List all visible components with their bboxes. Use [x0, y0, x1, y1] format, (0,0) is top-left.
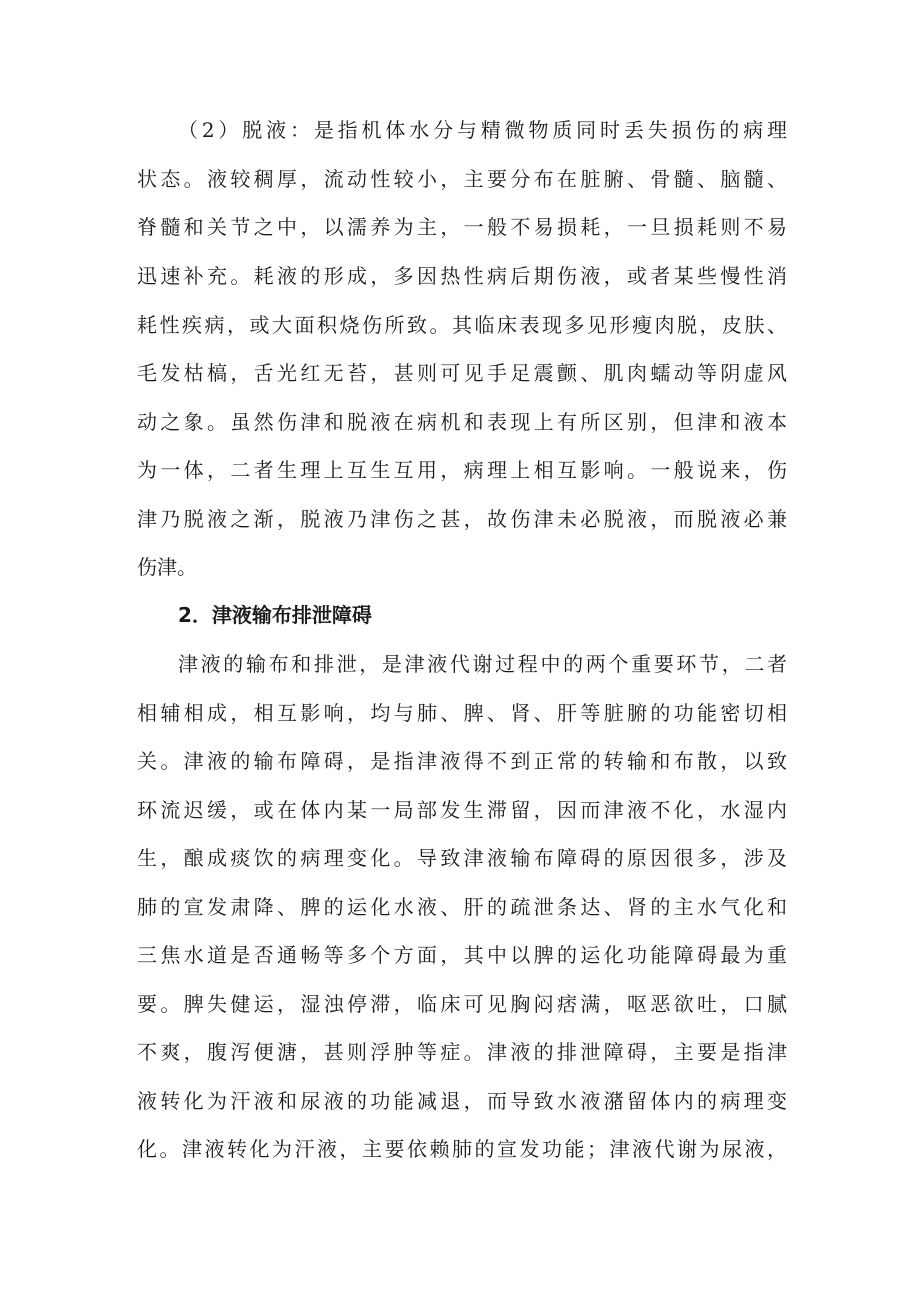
paragraph-2-line-1: 津液的输布和排泄，是津液代谢过程中的两个重要环节，二者 [178, 652, 787, 676]
paragraph-1-line-6: 毛发枯槁，舌光红无苔，甚则可见手足震颤、肌肉蠕动等阴虚风 [137, 361, 787, 385]
paragraph-1-line-3: 脊髓和关节之中，以濡养为主，一般不易损耗，一旦损耗则不易 [137, 215, 787, 239]
paragraph-2-line-10: 液转化为汗液和尿液的功能减退，而导致水液潴留体内的病理变 [137, 1089, 787, 1113]
paragraph-2-line-7: 三焦水道是否通畅等多个方面，其中以脾的运化功能障碍最为重 [137, 943, 787, 967]
paragraph-1-line-2: 状态。液较稠厚，流动性较小，主要分布在脏腑、骨髓、脑髓、 [137, 167, 787, 191]
paragraph-2-line-5: 生，酿成痰饮的病理变化。导致津液输布障碍的原因很多，涉及 [137, 846, 787, 870]
paragraph-1-line-1: （2）脱液：是指机体水分与精微物质同时丢失损伤的病理 [178, 118, 787, 142]
paragraph-1-line-5: 耗性疾病，或大面积烧伤所致。其临床表现多见形瘦肉脱，皮肤、 [137, 313, 787, 337]
paragraph-1-line-9: 津乃脱液之渐，脱液乃津伤之甚，故伤津未必脱液，而脱液必兼 [137, 507, 787, 531]
paragraph-2-line-11: 化。津液转化为汗液，主要依赖肺的宣发功能；津液代谢为尿液， [137, 1137, 787, 1161]
paragraph-2-line-2: 相辅相成，相互影响，均与肺、脾、肾、肝等脏腑的功能密切相 [137, 701, 787, 725]
paragraph-2-line-6: 肺的宣发肃降、脾的运化水液、肝的疏泄条达、肾的主水气化和 [137, 895, 787, 919]
paragraph-2-line-8: 要。脾失健运，湿浊停滞，临床可见胸闷痞满，呕恶欲吐，口腻 [137, 992, 787, 1016]
paragraph-1-line-7: 动之象。虽然伤津和脱液在病机和表现上有所区别，但津和液本 [137, 410, 787, 434]
paragraph-2-line-3: 关。津液的输布障碍，是指津液得不到正常的转输和布散，以致 [137, 749, 787, 773]
paragraph-1-line-10: 伤津。 [137, 555, 197, 579]
section-heading: 2．津液输布排泄障碍 [178, 603, 372, 627]
paragraph-2-line-9: 不爽，腹泻便溏，甚则浮肿等症。津液的排泄障碍，主要是指津 [137, 1040, 787, 1064]
paragraph-2-line-4: 环流迟缓，或在体内某一局部发生滞留，因而津液不化，水湿内 [137, 798, 787, 822]
paragraph-1-line-4: 迅速补充。耗液的形成，多因热性病后期伤液，或者某些慢性消 [137, 264, 787, 288]
paragraph-1-line-8: 为一体，二者生理上互生互用，病理上相互影响。一般说来，伤 [137, 458, 787, 482]
